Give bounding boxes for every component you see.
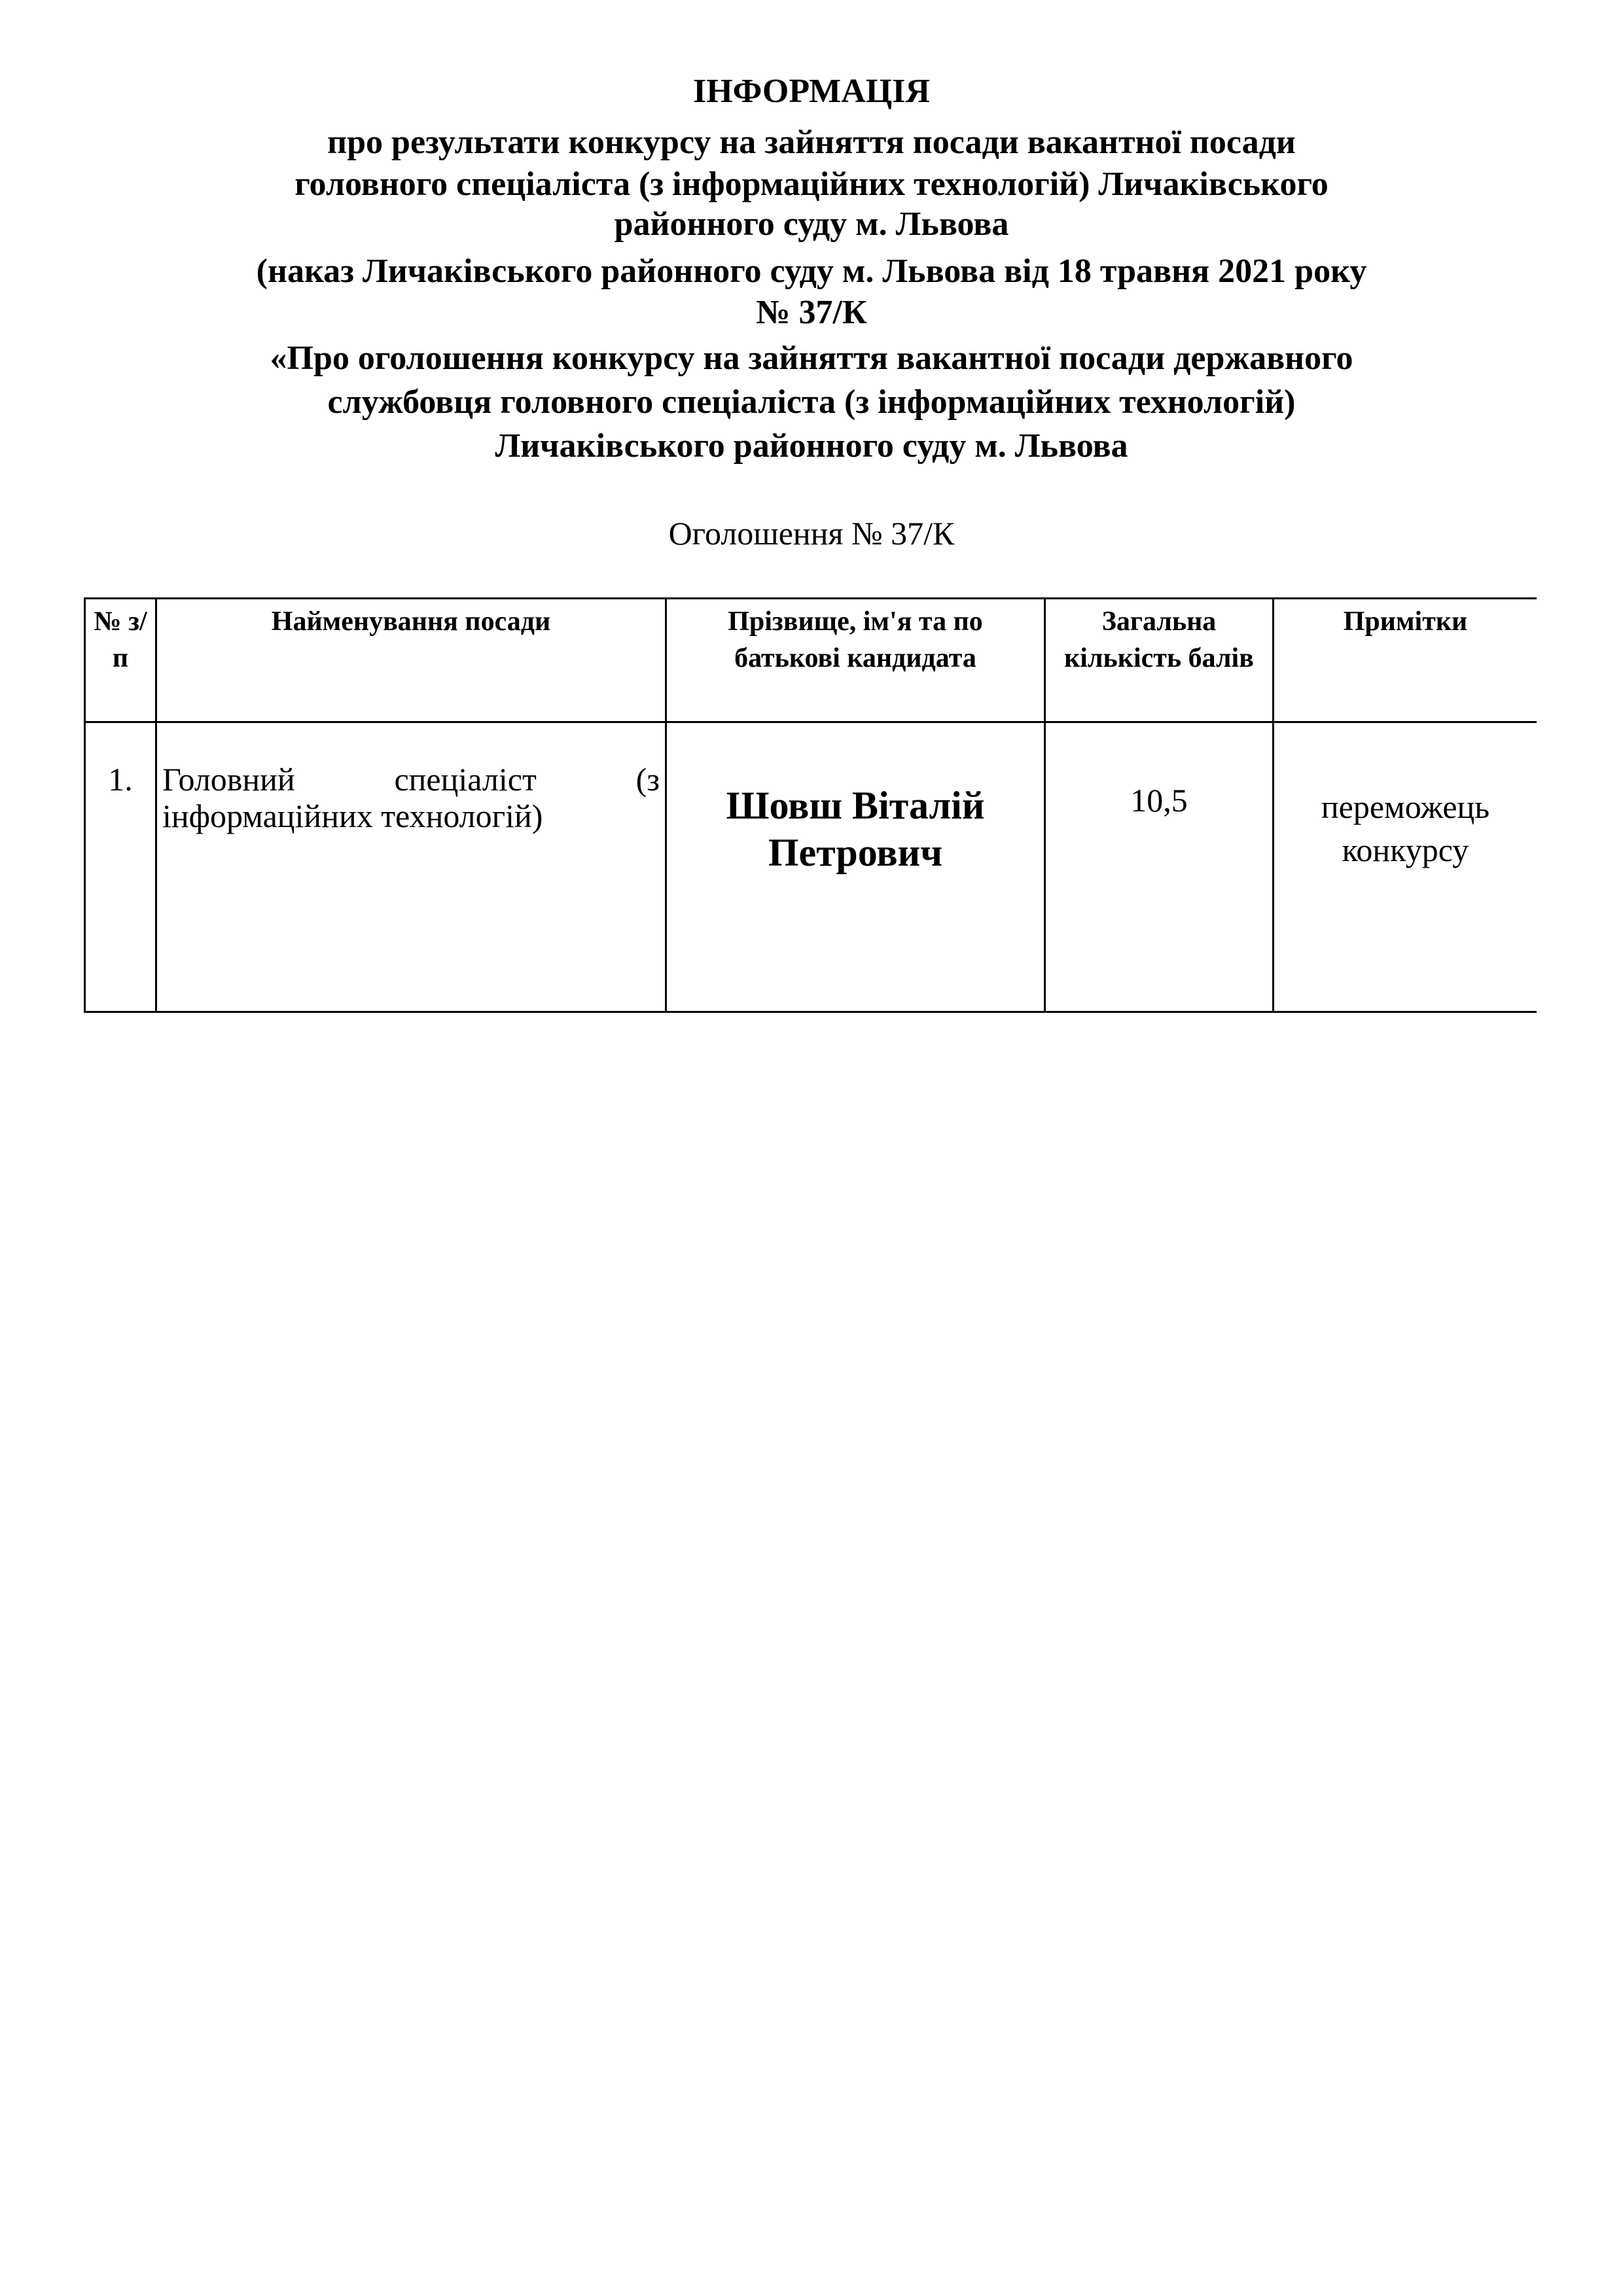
- title-line-2: головного спеціаліста (з інформаційних технологій) Личаківського: [294, 166, 1329, 203]
- cell-note: переможець конкурсу: [1274, 722, 1537, 1012]
- title-line-6: «Про оголошення конкурсу на зайняття вакантної посади державного: [270, 340, 1353, 377]
- cell-position: [156, 722, 666, 1012]
- position-line-2: інформаційних технологій): [162, 798, 543, 834]
- col-header-notes: Примітки: [1274, 599, 1537, 722]
- cell-score: 10,5: [1045, 722, 1274, 1012]
- cell-candidate-name: Шовш Віталій Петрович: [666, 722, 1045, 1012]
- col-header-score: Загальна кількість балів: [1045, 599, 1274, 722]
- title-line-1: про результати конкурсу на зайняття посади вакантної посади: [327, 124, 1296, 161]
- title-line-3: районного суду м. Львова: [614, 205, 1009, 243]
- title-line-8: Личаківського районного суду м. Львова: [495, 427, 1128, 465]
- col-header-candidate: Прізвище, ім'я та по батькові кандидата: [666, 599, 1045, 722]
- document-title: ІНФОРМАЦІЯ: [692, 73, 931, 110]
- table-row: [85, 722, 1537, 1012]
- cell-number: 1.: [85, 722, 156, 1012]
- table-header-row: [85, 599, 1537, 722]
- col-header-position: Найменування посади: [156, 599, 666, 722]
- results-table: [84, 597, 1537, 1013]
- title-line-7: службовця головного спеціаліста (з інформаційних технологій): [327, 383, 1296, 421]
- announcement-number: Оголошення № 37/К: [668, 515, 955, 552]
- position-line-1: Головний спеціаліст (з: [162, 761, 660, 798]
- col-header-number: № з/п: [85, 599, 156, 722]
- title-line-5: № 37/К: [756, 294, 867, 331]
- title-line-4: (наказ Личаківського районного суду м. Львова від 18 травня 2021 року: [256, 253, 1367, 290]
